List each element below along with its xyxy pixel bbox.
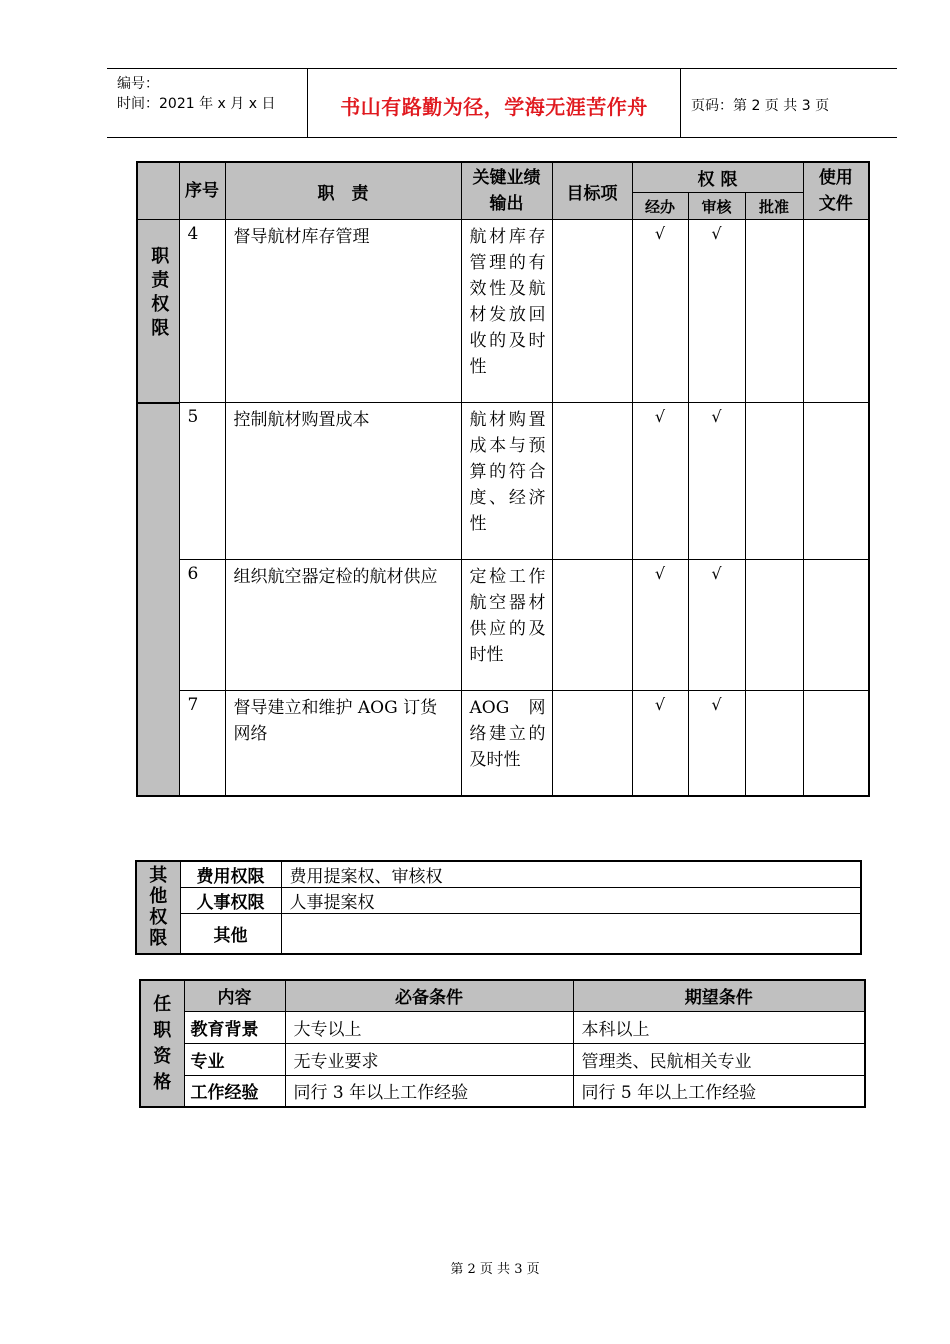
row-required: 同行 3 年以上工作经验 xyxy=(285,1075,573,1107)
row-label: 费用权限 xyxy=(180,861,281,888)
row-duty: 控制航材购置成本 xyxy=(225,403,461,560)
document-number-label: 编号： xyxy=(117,76,159,92)
table-row xyxy=(137,560,869,691)
row-label: 教育背景 xyxy=(184,1011,285,1043)
row-handle-check: √ xyxy=(632,220,688,403)
row-label: 工作经验 xyxy=(184,1075,285,1107)
header-motto-cell xyxy=(308,69,681,137)
table-row xyxy=(140,1043,865,1075)
row-expected: 同行 5 年以上工作经验 xyxy=(573,1075,865,1107)
row-required: 大专以上 xyxy=(285,1011,573,1043)
col-header-duty: 职 责 xyxy=(225,162,461,220)
table-row xyxy=(136,861,861,888)
col-header-target: 目标项 xyxy=(552,162,632,220)
row-review-check: √ xyxy=(688,691,745,796)
header-page-number: 页码：第 2 页 共 3 页 xyxy=(691,98,830,114)
table-row xyxy=(140,1011,865,1043)
table-row xyxy=(137,691,869,796)
col-header-expected: 期望条件 xyxy=(573,980,865,1011)
col-header-seq: 序号 xyxy=(179,162,225,220)
row-expected: 管理类、民航相关专业 xyxy=(573,1043,865,1075)
row-kpi: 定检工作航空器材供应的及时性 xyxy=(461,560,552,691)
row-number: 7 xyxy=(179,691,225,796)
row-docs xyxy=(803,560,869,691)
row-number: 4 xyxy=(179,220,225,403)
row-number: 6 xyxy=(179,560,225,691)
table-row xyxy=(136,914,861,954)
row-docs xyxy=(803,220,869,403)
row-approve xyxy=(745,691,803,796)
row-docs xyxy=(803,403,869,560)
row-review-check: √ xyxy=(688,220,745,403)
row-target xyxy=(552,560,632,691)
row-duty: 督导航材库存管理 xyxy=(225,220,461,403)
side-label-cell xyxy=(136,861,180,954)
row-value: 费用提案权、审核权 xyxy=(281,861,861,888)
row-target xyxy=(552,220,632,403)
row-duty: 督导建立和维护 AOG 订货网络 xyxy=(225,691,461,796)
row-handle-check: √ xyxy=(632,403,688,560)
row-value xyxy=(281,914,861,954)
page-header xyxy=(107,68,897,138)
row-approve xyxy=(745,403,803,560)
other-authority-table xyxy=(135,860,862,955)
row-target xyxy=(552,403,632,560)
col-header-authority: 权 限 xyxy=(632,162,803,193)
table-row xyxy=(137,403,869,560)
qualifications-table xyxy=(139,979,866,1108)
col-header-required: 必备条件 xyxy=(285,980,573,1011)
row-kpi: 航材购置成本与预算的符合度、经济性 xyxy=(461,403,552,560)
col-header-review: 审核 xyxy=(688,193,745,220)
row-duty: 组织航空器定检的航材供应 xyxy=(225,560,461,691)
table-row xyxy=(140,1075,865,1107)
side-label-qualification: 任职资格 xyxy=(153,993,172,1093)
side-label-duties: 职责权限 xyxy=(148,246,170,342)
col-header-content: 内容 xyxy=(184,980,285,1011)
row-approve xyxy=(745,220,803,403)
col-header-approve: 批准 xyxy=(745,193,803,220)
header-page-cell xyxy=(681,69,897,137)
col-header-handle: 经办 xyxy=(632,193,688,220)
header-blank-cell xyxy=(137,162,179,220)
row-approve xyxy=(745,560,803,691)
col-header-docs: 使用文件 xyxy=(803,162,869,220)
row-number: 5 xyxy=(179,403,225,560)
row-required: 无专业要求 xyxy=(285,1043,573,1075)
document-time-label: 时间：2021 年 x 月 x 日 xyxy=(117,96,276,112)
row-value: 人事提案权 xyxy=(281,888,861,914)
duties-table xyxy=(136,161,870,797)
row-label: 专业 xyxy=(184,1043,285,1075)
side-label-other: 其他权限 xyxy=(149,865,168,950)
row-review-check: √ xyxy=(688,403,745,560)
table-row xyxy=(137,220,869,403)
side-label-cell xyxy=(137,220,179,403)
header-info-cell xyxy=(107,69,308,137)
table-row xyxy=(136,888,861,914)
col-header-kpi: 关键业绩输出 xyxy=(461,162,552,220)
page-footer: 第 2 页 共 3 页 xyxy=(450,1262,540,1277)
row-handle-check: √ xyxy=(632,560,688,691)
row-handle-check: √ xyxy=(632,691,688,796)
row-review-check: √ xyxy=(688,560,745,691)
row-kpi: 航材库存管理的有效性及航材发放回收的及时性 xyxy=(461,220,552,403)
row-expected: 本科以上 xyxy=(573,1011,865,1043)
row-docs xyxy=(803,691,869,796)
side-blank-cell xyxy=(137,403,179,796)
row-target xyxy=(552,691,632,796)
row-label: 其他 xyxy=(180,914,281,954)
row-kpi: AOG 网络建立的及时性 xyxy=(461,691,552,796)
header-motto: 书山有路勤为径，学海无涯苦作舟 xyxy=(340,95,648,119)
side-label-cell xyxy=(140,980,184,1107)
table-header-row xyxy=(140,980,865,1011)
row-label: 人事权限 xyxy=(180,888,281,914)
